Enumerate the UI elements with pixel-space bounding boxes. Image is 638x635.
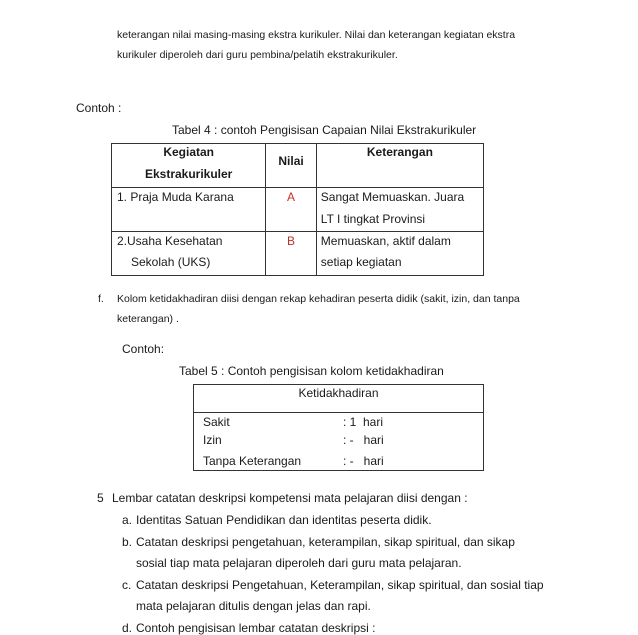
table4-cell-text: Sangat Memuaskan. Juara: [320, 190, 465, 204]
table4-cell-text: Sekolah (UKS): [131, 255, 211, 269]
table4-cell-nilai: [266, 188, 316, 232]
table4-header-keterangan: [316, 144, 483, 188]
table4-cell-text: 2.Usaha Kesehatan: [117, 234, 223, 248]
item-f-line-2: keterangan) .: [117, 313, 179, 325]
table4-cell-text: Memuaskan, aktif dalam: [320, 234, 451, 248]
table4-cell-kegiatan: [112, 188, 266, 232]
intro-line-2: kurikuler diperoleh dari guru pembina/pelatih ekstrakurikuler.: [117, 49, 398, 61]
table4-cell-keterangan: [316, 232, 483, 276]
table4-cell-nilai-value: B: [287, 234, 296, 248]
table5: [193, 384, 484, 471]
subitem-b-marker: b.: [122, 535, 133, 549]
table-row: [112, 232, 484, 276]
table5-body: [194, 413, 484, 471]
item-5-text: Lembar catatan deskripsi kompetensi mata pelajaran diisi dengan :: [112, 491, 468, 505]
contoh-label: Contoh :: [76, 101, 122, 115]
subitem-d-marker: d.: [122, 621, 133, 635]
subitem-a-line-1: Identitas Satuan Pendidikan dan identitas peserta didik.: [136, 513, 432, 527]
table4-header-kegiatan-l2: Ekstrakurikuler: [144, 167, 233, 181]
table4-header-keterangan-label: Keterangan: [366, 145, 433, 159]
table5-row-value: : 1 hari: [343, 415, 384, 429]
subitem-c-line-2: mata pelajaran ditulis dengan jelas dan rapi.: [136, 599, 371, 613]
subitem-c-marker: c.: [122, 578, 132, 592]
subitem-c-line-1: Catatan deskripsi Pengetahuan, Keterampilan, sikap spiritual, dan sosial tiap: [136, 578, 544, 592]
subitem-d-line-1: Contoh pengisisan lembar catatan deskripsi :: [136, 621, 376, 635]
item-f-line-1: Kolom ketidakhadiran diisi dengan rekap kehadiran peserta didik (sakit, izin, dan tanpa: [117, 293, 520, 305]
subitem-b-line-2: sosial tiap mata pelajaran diperoleh dari guru mata pelajaran.: [136, 556, 462, 570]
contoh2-label: Contoh:: [122, 342, 165, 356]
table5-row-label: Izin: [203, 433, 222, 447]
table5-caption: Tabel 5 : Contoh pengisisan kolom ketidakhadiran: [179, 364, 444, 378]
table5-row-value: : - hari: [343, 454, 384, 468]
table4-cell-text: setiap kegiatan: [320, 255, 402, 269]
table4-header-nilai: [266, 144, 316, 188]
table4-cell-text: LT I tingkat Provinsi: [320, 212, 426, 226]
table4-caption: Tabel 4 : contoh Pengisisan Capaian Nilai Ekstrakurikuler: [172, 123, 477, 137]
table4-cell-nilai: [266, 232, 316, 276]
table5-row-value: : - hari: [343, 433, 384, 447]
table4-cell-text: 1. Praja Muda Karana: [117, 190, 234, 204]
table4-cell-kegiatan: [112, 232, 266, 276]
table4-cell-keterangan: [316, 188, 483, 232]
table4: [111, 143, 484, 276]
subitem-b-line-1: Catatan deskripsi pengetahuan, keterampilan, sikap spiritual, dan sikap: [136, 535, 515, 549]
table4-header-kegiatan: [112, 144, 266, 188]
table5-row-label: Tanpa Keterangan: [203, 454, 302, 468]
table-row: [112, 188, 484, 232]
item-5-marker: 5: [97, 491, 104, 505]
table4-header-nilai-label: Nilai: [278, 154, 304, 168]
table5-header: [194, 385, 484, 413]
table5-header-label: Ketidakhadiran: [298, 386, 379, 400]
table5-row-label: Sakit: [203, 415, 230, 429]
table4-cell-nilai-value: A: [287, 190, 296, 204]
item-f-marker: f.: [98, 293, 104, 305]
subitem-a-marker: a.: [122, 513, 133, 527]
intro-line-1: keterangan nilai masing-masing ekstra kurikuler. Nilai dan keterangan kegiatan ekstra: [117, 29, 516, 41]
table4-header-kegiatan-l1: Kegiatan: [163, 145, 214, 159]
